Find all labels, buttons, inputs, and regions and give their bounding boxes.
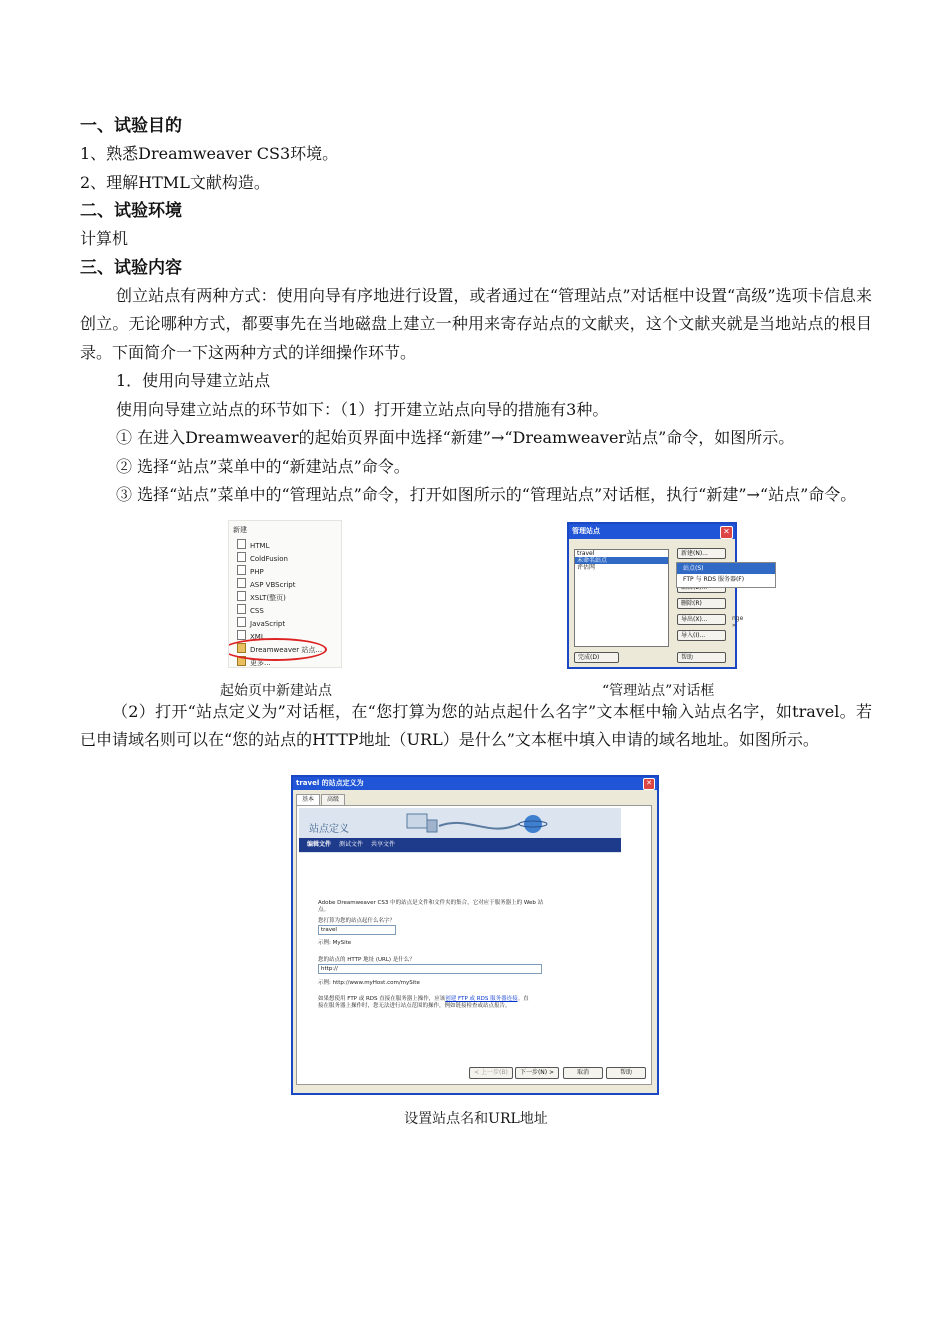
file-icon (237, 617, 246, 627)
note-text: 接在服务器上操作时，您无法进行站点范围的操作，例如链接检查或站点报告。 (318, 1002, 511, 1009)
paragraph: ③ 选择“站点”菜单中的“管理站点”命令，打开如图所示的“管理站点”对话框，执行“新建”→“站点”命令。 (116, 485, 857, 504)
url-label: 您的站点的 HTTP 地址 (URL) 是什么？ (318, 956, 415, 963)
list-item: ColdFusion (237, 552, 288, 564)
file-icon (237, 565, 246, 575)
cancel-button: 取消 (563, 1067, 603, 1079)
list-item-dreamweaver-site: Dreamweaver 站点... (237, 643, 322, 655)
banner-title: 站点定义 (309, 823, 349, 835)
done-button: 完成(D) (574, 652, 619, 663)
help-button: 帮助 (606, 1067, 646, 1079)
document-body (80, 112, 872, 1128)
list-item: JavaScript (237, 617, 285, 629)
paragraph: ② 选择“站点”菜单中的“新建站点”命令。 (116, 456, 410, 476)
file-icon (237, 591, 246, 601)
list-item: ASP VBScript (237, 578, 295, 590)
dialog-title: travel 的站点定义为 (293, 777, 657, 790)
section-2-heading: 二、试验环境 (80, 201, 182, 221)
new-submenu (676, 562, 776, 588)
dialog-tabs (296, 794, 346, 804)
figure-row (80, 520, 872, 706)
section-3-heading: 三、试验内容 (80, 257, 182, 278)
list-item: XSLT(整页) (237, 591, 286, 603)
file-icon (237, 552, 246, 562)
intro-text: Adobe Dreamweaver CS3 中的站点是文件和文件夹的集合，它对应于服务器上的 Web 站 (318, 899, 544, 906)
paragraph: 1．使用向导建立站点 (116, 371, 271, 390)
back-button: < 上一步(B) (469, 1067, 513, 1079)
paragraph: 使用向导建立站点的环节如下：（1）打开建立站点向导的措施有3种。 (116, 399, 609, 419)
menu-item-ftp-rds: FTP 与 RDS 服务器(F) (683, 575, 745, 583)
list-item: HTML (237, 539, 269, 551)
delete-button: 删除(R) (677, 598, 726, 609)
section-1-heading: 一、试验目的 (80, 116, 182, 136)
help-button: 帮助 (677, 652, 726, 663)
url-input: http:// (318, 964, 542, 974)
tab-basic: 基本 (296, 794, 320, 805)
network-illustration-icon (399, 810, 549, 840)
step-edit-files: 编辑文件 (307, 840, 332, 848)
truncated-text: nge » (732, 614, 744, 629)
file-icon (237, 578, 246, 588)
dialog-panel (296, 805, 652, 1085)
figure-caption: “管理站点”对话框 (602, 682, 715, 699)
list-item: 更多... (237, 656, 271, 668)
step-share-files: 共享文件 (371, 840, 396, 848)
site-list (574, 549, 669, 647)
new-button: 新建(N)... (677, 548, 726, 559)
list-item: 未命名站点 (575, 557, 668, 564)
export-button: 导出(X)... (677, 614, 726, 625)
site-definition-screenshot (291, 775, 659, 1095)
menu-item-site: 站点(S) (677, 563, 775, 574)
figure-caption: 起始页中新建站点 (220, 682, 332, 699)
wizard-steps (299, 838, 621, 852)
import-button: 导入(I)... (677, 630, 726, 641)
file-icon (237, 604, 246, 614)
intro-text: 点。 (318, 906, 330, 913)
dialog-title: 管理站点 (569, 524, 735, 539)
new-menu-screenshot (228, 520, 342, 668)
manage-sites-screenshot (567, 522, 745, 669)
tab-advanced: 高级 (321, 794, 345, 805)
close-icon: ✕ (643, 778, 655, 790)
step-test-files: 测试文件 (339, 840, 364, 848)
close-icon: ✕ (720, 526, 733, 539)
list-item: PHP (237, 565, 264, 577)
next-button: 下一步(N) > (515, 1067, 559, 1079)
paragraph: 创立站点有两种方式：使用向导有序地进行设置，或者通过在“管理站点”对话框中设置“高级”选项卡信息来创立。无论哪种方式，都要事先在当地磁盘上建立一种用来寄存站点的文献夹，这个文献夹就是当地站点的根目录。下面简介一下这两种方式的详细操作环节。 (80, 285, 872, 362)
paragraph: ① 在进入Dreamweaver的起始页界面中选择“新建”→“Dreamweaver站点”命令，如图所示。 (116, 428, 795, 447)
site-name-label: 您打算为您的站点起什么名字？ (318, 917, 396, 924)
example-text: 示例: http://www.myHost.com/mySite (318, 979, 420, 986)
list-item: XML (237, 630, 265, 642)
file-icon (237, 539, 246, 549)
paragraph: 2、理解HTML文献构造。 (80, 172, 270, 192)
paragraph: 计算机 (80, 229, 129, 248)
new-menu-title: 新建 (233, 525, 247, 534)
list-item: travel (577, 549, 595, 557)
figure-caption: 设置站点名和URL地址 (404, 1110, 548, 1127)
ftp-rds-link: 创建 FTP 或 RDS 服务器连接 (445, 995, 518, 1002)
paragraph: 1、熟悉Dreamweaver CS3环境。 (80, 144, 339, 163)
note-text: 如果想使用 FTP 或 RDS 直接在服务器上操作，应该创建 FTP 或 RDS 服务器连接。直 (318, 995, 529, 1002)
highlight-ellipse (228, 638, 327, 661)
list-item: 评估网 (577, 563, 596, 571)
file-icon (237, 630, 246, 640)
paragraph: （2）打开“站点定义为”对话框，在“您打算为您的站点起什么名字”文本框中输入站点名字，如travel。若已申请域名则可以在“您的站点的HTTP地址（URL）是什么”文本框中填入申请的域名地址。如图所示。 (80, 701, 872, 749)
site-name-input: travel (318, 925, 396, 935)
list-item: CSS (237, 604, 264, 616)
example-text: 示例: MySite (318, 939, 352, 946)
